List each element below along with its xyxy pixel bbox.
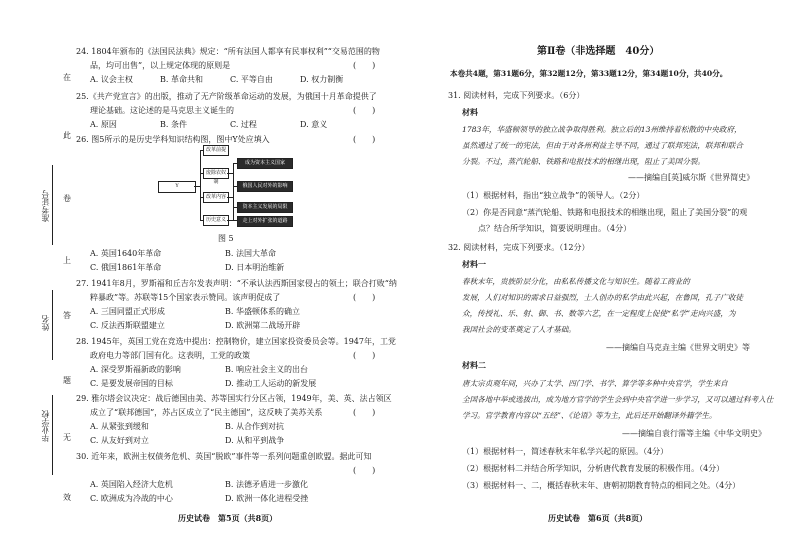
- q30-option-c: C. 欧洲成为冷战的中心: [90, 494, 173, 503]
- q24-line1: 24. 1804年颁布的《法国民法典》规定：“所有法国人都享有民事权利”“交易范围的物: [76, 47, 380, 56]
- exam-number-label: 准考证号: [41, 190, 50, 222]
- q26-option-a: A. 英国1640年革命: [90, 249, 162, 258]
- connector-line: [233, 163, 234, 220]
- q32-material1-label: 材料一: [462, 259, 486, 269]
- q31-requirement: （1）根据材料，指出“独立战争”的领导人。（2分）: [462, 191, 645, 200]
- q32-material2-line: 唐太宗贞观年间，兴办了太学、四门学、书学、算学等多种中央官学，学生来自: [462, 379, 728, 388]
- section-title: 第Ⅱ卷（非选择题 40分）: [537, 46, 660, 57]
- diagram-mid-box: 废除农奴制: [203, 168, 229, 179]
- q29-line2: 成立了“联邦德国”，苏占区成立了“民主德国”，这反映了美苏关系: [90, 408, 323, 417]
- q29-option-d: D. 从和平到战争: [225, 436, 285, 445]
- diagram-mid-box: 历史意义: [203, 215, 229, 226]
- q27-paren: ( ): [353, 293, 376, 302]
- diagram-right-box: 成为资本主义国家: [237, 158, 293, 169]
- q28-option-c: C. 是要发展帝国的目标: [90, 379, 173, 388]
- q28-line2: 政府电力等部门国有化。这表明，工党的政策: [90, 351, 250, 360]
- q29-paren: ( ): [353, 408, 376, 417]
- q32-source2: ——摘编自袁行霈等主编《中华文明史》: [622, 429, 766, 438]
- page-footer-right: 历史试卷 第6页（共8页）: [548, 513, 648, 523]
- q27-line1: 27. 1941年8月，罗斯福和丘吉尔发表声明：“不承认法西斯国家侵占的领土；联合打败“纳: [76, 279, 397, 288]
- sidebar-char: 答: [63, 311, 71, 320]
- q32-material2-line: 学习。官学教育内容以“五经”、《论语》等为主，此后还开始翻译外籍学生。: [462, 411, 717, 420]
- q27-line2: 粹暴政”等。苏联等15个国家表示赞同。该声明促成了: [90, 293, 281, 302]
- q25-option-d: D. 意义: [300, 120, 328, 129]
- q31-requirement: （2）你是否同意“蒸汽轮船、铁路和电报技术的相继出现，阻止了美国分裂”的观: [462, 208, 748, 217]
- q32-material1-line: 春秋末年，贵族阶层分化，由私私传播文化与知识生。随着工商业的: [462, 277, 690, 286]
- name-label: 姓名: [41, 315, 50, 331]
- name-line: [52, 165, 53, 245]
- q32-requirement: （2）根据材料二并结合所学知识，分析唐代教育发展的积极作用。（4分）: [462, 464, 725, 473]
- diagram-caption: 图 5: [218, 234, 234, 243]
- q32-material1-line: 我国社会的变革奠定了人才基础。: [462, 325, 576, 334]
- q28-option-b: B. 响应社会主义的出台: [225, 365, 308, 374]
- q32-requirement: （1）根据材料一，简述春秋末年私学兴起的原因。（4分）: [462, 447, 669, 456]
- q32-material1-line: 发展，人们对知识的需求日益强烈，士人创办的私学由此兴起，在鲁国，孔子广收徒: [462, 293, 743, 302]
- q25-option-b: B. 条件: [160, 120, 187, 129]
- q28-line1: 28. 1945年，英国工党在竞选中提出：控制物价，建立国家投资委员会等。1947年，工党: [76, 337, 396, 346]
- q31-material-line: 分裂。不过，蒸汽轮船、铁路和电报技术的相继出现，阻止了美国分裂。: [462, 157, 705, 166]
- sidebar-char: 无: [63, 433, 71, 442]
- name-line: [52, 395, 53, 475]
- q24-paren: ( ): [353, 61, 376, 70]
- q27-option-a: A. 三国同盟正式形成: [90, 307, 165, 316]
- q27-option-b: B. 华盛顿体系的确立: [225, 307, 300, 316]
- q32-material2-line: 全国各地中举或选拔出，成为地方官学的学生会到中央官学进一步学习，又可以通过科考入仕: [462, 395, 774, 404]
- q28-option-a: A. 深受罗斯福新政的影响: [90, 365, 181, 374]
- q25-line1: 25.《共产党宣言》的出版，推动了无产阶级革命运动的发展，为俄国十月革命提供了: [76, 92, 377, 101]
- q32-material1-line: 众，传授礼、乐、射、御、书、数等六艺，在一定程度上促使“私学”走向兴盛，为: [462, 309, 736, 318]
- q27-option-c: C. 反法西斯联盟建立: [90, 321, 165, 330]
- q28-paren: ( ): [353, 351, 376, 360]
- q32-head: 32. 阅读材料，完成下列要求。（12分）: [448, 243, 590, 252]
- q29-option-c: C. 从友好到对立: [90, 436, 149, 445]
- q24-option-c: C. 平等自由: [230, 75, 273, 84]
- sidebar-char: 卷: [63, 194, 71, 203]
- sidebar-char: 此: [63, 131, 71, 140]
- diagram-right-box: 资本主义发展的局限: [237, 202, 293, 213]
- q24-option-a: A. 议会主权: [90, 75, 133, 84]
- q30-option-b: B. 法德矛盾进一步激化: [225, 480, 308, 489]
- q30-option-a: A. 英国陷入经济大危机: [90, 480, 173, 489]
- diagram-y-box: Y: [158, 181, 196, 193]
- sidebar-char: 题: [63, 376, 71, 385]
- q26-option-d: D. 日本明治维新: [225, 263, 285, 272]
- q28-option-d: D. 推动工人运动的新发展: [225, 379, 317, 388]
- q29-option-b: B. 从合作到对抗: [225, 422, 284, 431]
- q31-head: 31. 阅读材料，完成下列要求。（6分）: [448, 91, 585, 100]
- name-line: [52, 290, 53, 360]
- q25-paren: ( ): [353, 106, 376, 115]
- q26-option-b: B. 法国大革命: [225, 249, 276, 258]
- q31-material-line: 虽然通过了统一的宪法，但由于对各州利益主导不同，通过了联邦宪法，联邦和联合: [462, 141, 743, 150]
- q31-material-line: 1783年，华盛顿领导的独立战争取得胜利。独立后的13州维持着松散的中央政府，: [462, 125, 742, 134]
- diagram-right-box: 走上对外扩张的道路: [237, 216, 293, 227]
- q24-option-d: D. 权力制衡: [300, 75, 344, 84]
- q32-requirement: （3）根据材料一、二，概括春秋末年、唐朝初期教育特点的相同之处。（4分）: [462, 481, 741, 490]
- q26-option-c: C. 俄国1861年革命: [90, 263, 162, 272]
- q25-option-c: C. 过程: [230, 120, 257, 129]
- q25-line2: 理论基础。这论述的是马克思主义诞生的: [90, 106, 234, 115]
- q27-option-d: D. 欧洲第二战场开辟: [225, 321, 301, 330]
- q26-line1: 26. 图5所示的是历史学科知识结构图，图中Y处应填入: [76, 135, 270, 144]
- q30-option-d: D. 欧洲一体化进程受挫: [225, 494, 309, 503]
- q26-paren: ( ): [353, 135, 376, 144]
- q31-material-label: 材料: [462, 107, 478, 117]
- q31-requirement: 点？结合所学知识，简要说明理由。（4分）: [478, 224, 632, 233]
- sidebar-char: 效: [63, 493, 71, 502]
- section-intro: 本卷共4题，第31题6分，第32题12分，第33题12分，第34题10分，共40分。: [450, 69, 728, 78]
- page-footer-left: 历史试卷 第5页（共8页）: [178, 513, 278, 523]
- diagram-mid-box: 改革前提: [203, 145, 229, 156]
- sidebar-char: 上: [63, 256, 71, 265]
- q30-line1: 30. 近年来，欧洲主权债务危机、英国“脱欧”事件等一系列问题重创欧盟。据此可知: [76, 452, 372, 461]
- q30-paren: ( ): [353, 466, 376, 475]
- sidebar-char: 在: [63, 73, 71, 82]
- q24-line2: 品，均可出售”，以上规定体现的原则是: [90, 61, 231, 70]
- q32-source1: ——摘编自马克垚主编《世界文明史》等: [606, 343, 750, 352]
- q24-option-b: B. 革命共和: [160, 75, 203, 84]
- diagram-mid-box: 改革内容: [203, 192, 229, 203]
- school-label: 毕业学校: [41, 410, 50, 442]
- diagram-right-box: 俄国人民对外的影响: [237, 181, 293, 192]
- connector-line: [200, 150, 201, 220]
- q29-line1: 29. 雅尔塔会议决定：战后德国由美、苏等国实行分区占领，1949年，美、英、法占领区: [76, 394, 392, 403]
- q31-source: ——摘编自[英]威尔斯《世界简史》: [628, 173, 755, 182]
- q25-option-a: A. 原因: [90, 120, 117, 129]
- q32-material2-label: 材料二: [462, 360, 486, 370]
- q29-option-a: A. 从紧张到缓和: [90, 422, 149, 431]
